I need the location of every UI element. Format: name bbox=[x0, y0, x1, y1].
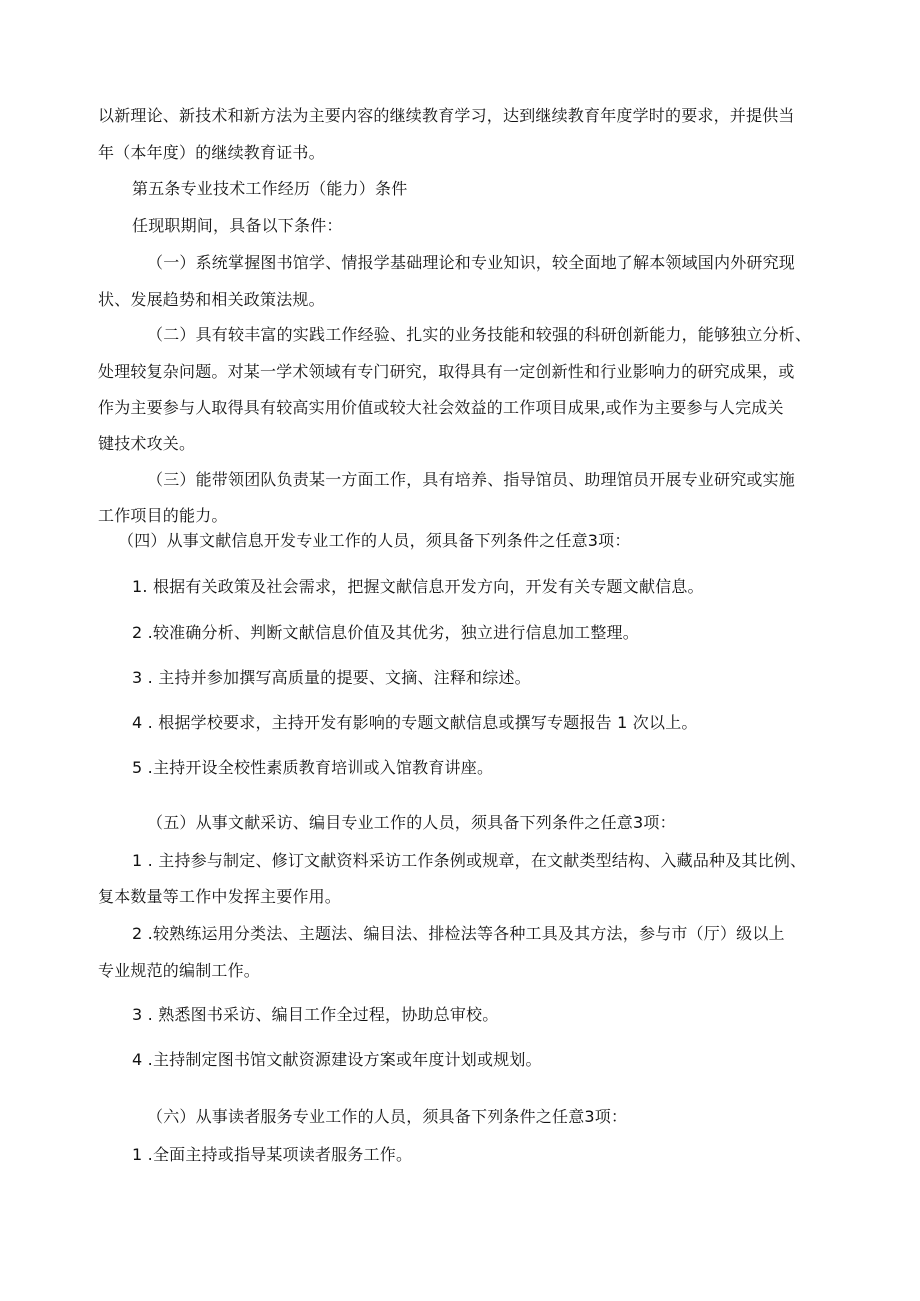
list-item: 3 . 熟悉图书采访、编目工作全过程，协助总审校。 bbox=[132, 1005, 499, 1024]
paragraph-line: 处理较复杂问题。对某一学术领域有专门研究，取得具有一定创新性和行业影响力的研究成果，或 bbox=[98, 362, 795, 381]
list-item: 4 .主持制定图书馆文献资源建设方案或年度计划或规划。 bbox=[132, 1050, 542, 1069]
paragraph-line: 工作项目的能力。 bbox=[98, 506, 228, 525]
list-item: 3 . 主持并参加撰写高质量的提要、文摘、注释和综述。 bbox=[132, 668, 531, 687]
paragraph-line: 复本数量等工作中发挥主要作用。 bbox=[98, 887, 342, 906]
paragraph-line: 年（本年度）的继续教育证书。 bbox=[98, 143, 325, 162]
list-item: 5 .主持开设全校性素质教育培训或入馆教育讲座。 bbox=[132, 758, 494, 777]
list-item: 1 . 主持参与制定、修订文献资料采访工作条例或规章，在文献类型结构、入藏品种及其比例、 bbox=[132, 851, 807, 870]
paragraph-line: （一）系统掌握图书馆学、情报学基础理论和专业知识，较全面地了解本领域国内外研究现 bbox=[147, 253, 796, 272]
list-item: 2 .较准确分析、判断文献信息价值及其优劣，独立进行信息加工整理。 bbox=[132, 623, 639, 642]
paragraph-line: （六）从事读者服务专业工作的人员，须具备下列条件之任意3项： bbox=[147, 1107, 628, 1126]
paragraph-line: （二）具有较丰富的实践工作经验、扎实的业务技能和较强的科研创新能力，能够独立分析、 bbox=[147, 325, 812, 344]
paragraph-line: 以新理论、新技术和新方法为主要内容的继续教育学习，达到继续教育年度学时的要求，并提供当 bbox=[98, 106, 795, 125]
paragraph-line: 键技术攻关。 bbox=[98, 434, 196, 453]
paragraph-line: 作为主要参与人取得具有较高实用价值或较大社会效益的工作项目成果,或作为主要参与人完成关 bbox=[98, 398, 784, 417]
list-item: 1 .全面主持或指导某项读者服务工作。 bbox=[132, 1145, 413, 1164]
paragraph-line: （三）能带领团队负责某一方面工作，具有培养、指导馆员、助理馆员开展专业研究或实施 bbox=[147, 470, 796, 489]
article-heading: 第五条专业技术工作经历（能力）条件 bbox=[132, 179, 408, 198]
paragraph-line: 任现职期间，具备以下条件： bbox=[132, 216, 343, 235]
paragraph-line: 状、发展趋势和相关政策法规。 bbox=[98, 290, 325, 309]
list-item: 2 .较熟练运用分类法、主题法、编目法、排检法等各种工具及其方法，参与市（厅）级以上 bbox=[132, 924, 785, 943]
list-item: 1. 根据有关政策及社会需求，把握文献信息开发方向，开发有关专题文献信息。 bbox=[132, 577, 704, 596]
paragraph-line: （五）从事文献采访、编目专业工作的人员，须具备下列条件之任意3项： bbox=[147, 813, 676, 832]
list-item: 4 . 根据学校要求，主持开发有影响的专题文献信息或撰写专题报告 1 次以上。 bbox=[132, 713, 698, 732]
paragraph-line: 专业规范的编制工作。 bbox=[98, 961, 261, 980]
paragraph-line: （四）从事文献信息开发专业工作的人员，须具备下列条件之任意3项： bbox=[118, 531, 631, 550]
